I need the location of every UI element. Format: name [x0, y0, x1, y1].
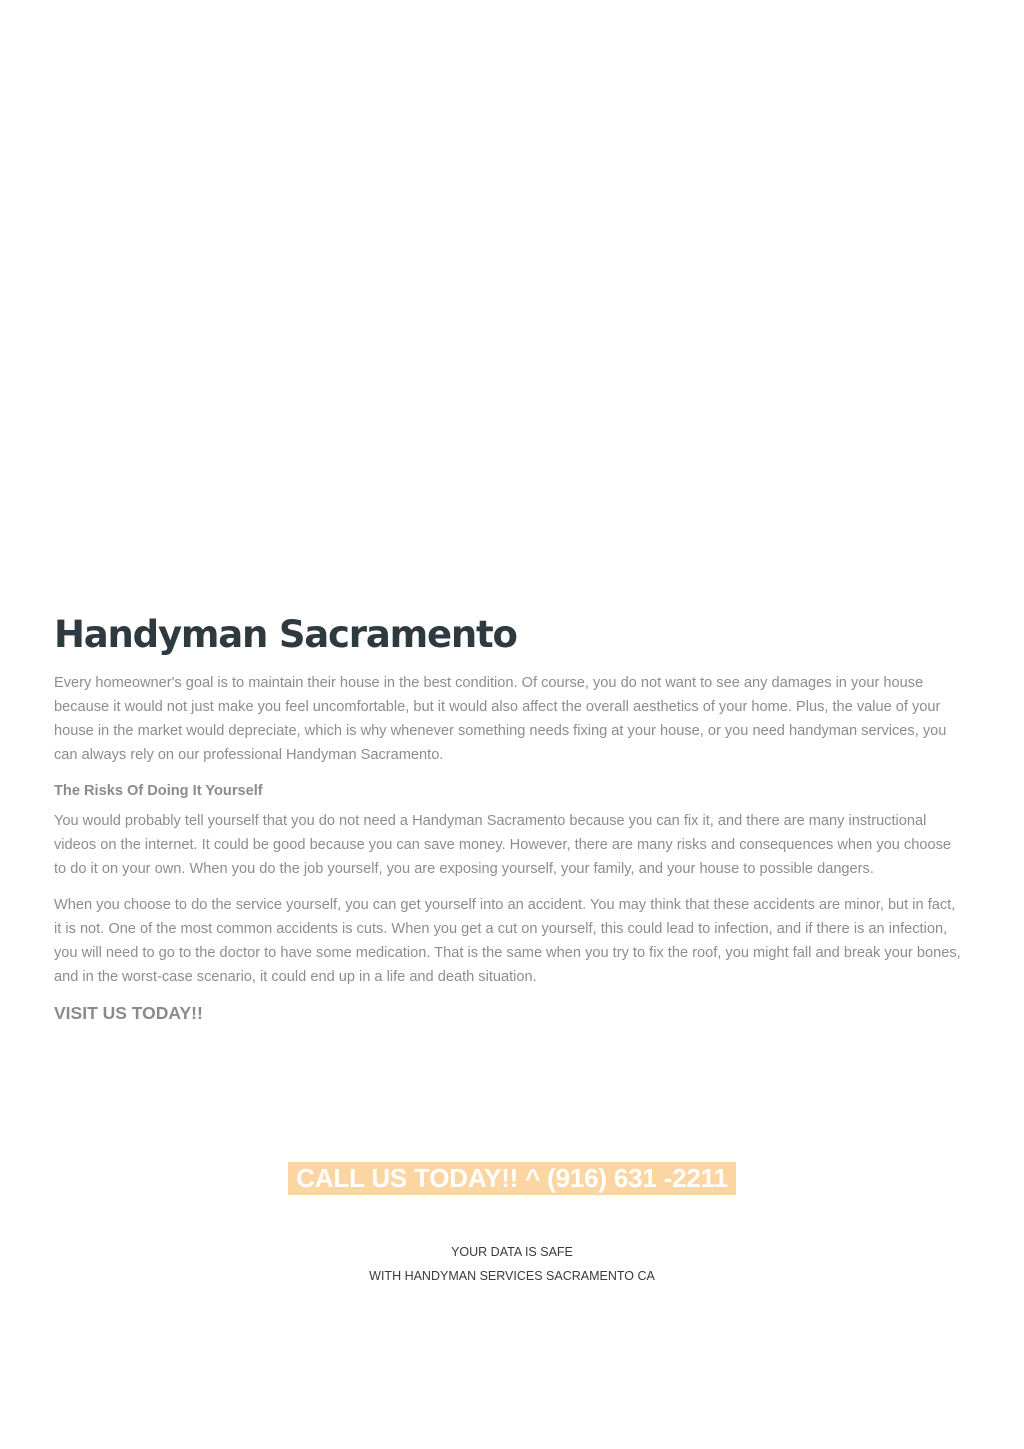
- risks-subheading: The Risks Of Doing It Yourself: [54, 783, 263, 799]
- risks-paragraph-2: When you choose to do the service yourself, you can get yourself into an accident. You may think that these accidents are minor, but in fact, it is not. One of the most common accidents is cuts. When you get a cut on yourself, this could lead to infection, and if there is an infection, you will need to go to the doctor to have some medication. That is the same when you try to fix the roof, you might fall and break your bones, and in the worst-case scenario, it could end up in a life and death situation.: [54, 897, 961, 985]
- footer-line-2: WITH HANDYMAN SERVICES SACRAMENTO CA: [369, 1269, 655, 1283]
- cta-section: [0, 1162, 1024, 1195]
- footer: [0, 1240, 1024, 1288]
- article: [54, 612, 964, 1025]
- footer-line-1: YOUR DATA IS SAFE: [451, 1245, 573, 1259]
- intro-paragraph: Every homeowner's goal is to maintain their house in the best condition. Of course, you do not want to see any damages in your house because it would not just make you feel uncomfortable, but it would also affect the overall aesthetics of your home. Plus, the value of your house in the market would depreciate, which is why whenever something needs fixing at your house, or you need handyman services, you can always rely on our professional Handyman Sacramento.: [54, 675, 947, 763]
- page-title: Handyman Sacramento: [54, 613, 517, 656]
- risks-paragraph-1: You would probably tell yourself that you do not need a Handyman Sacramento because you can fix it, and there are many instructional videos on the internet. It could be good because you can save money. However, there are many risks and consequences when you choose to do it on your own. When you do the job yourself, you are exposing yourself, your family, and your house to possible dangers.: [54, 813, 951, 877]
- call-us-button[interactable]: CALL US TODAY!! ^ (916) 631 -2211: [288, 1162, 736, 1195]
- visit-us-link[interactable]: VISIT US TODAY!!: [54, 1003, 203, 1023]
